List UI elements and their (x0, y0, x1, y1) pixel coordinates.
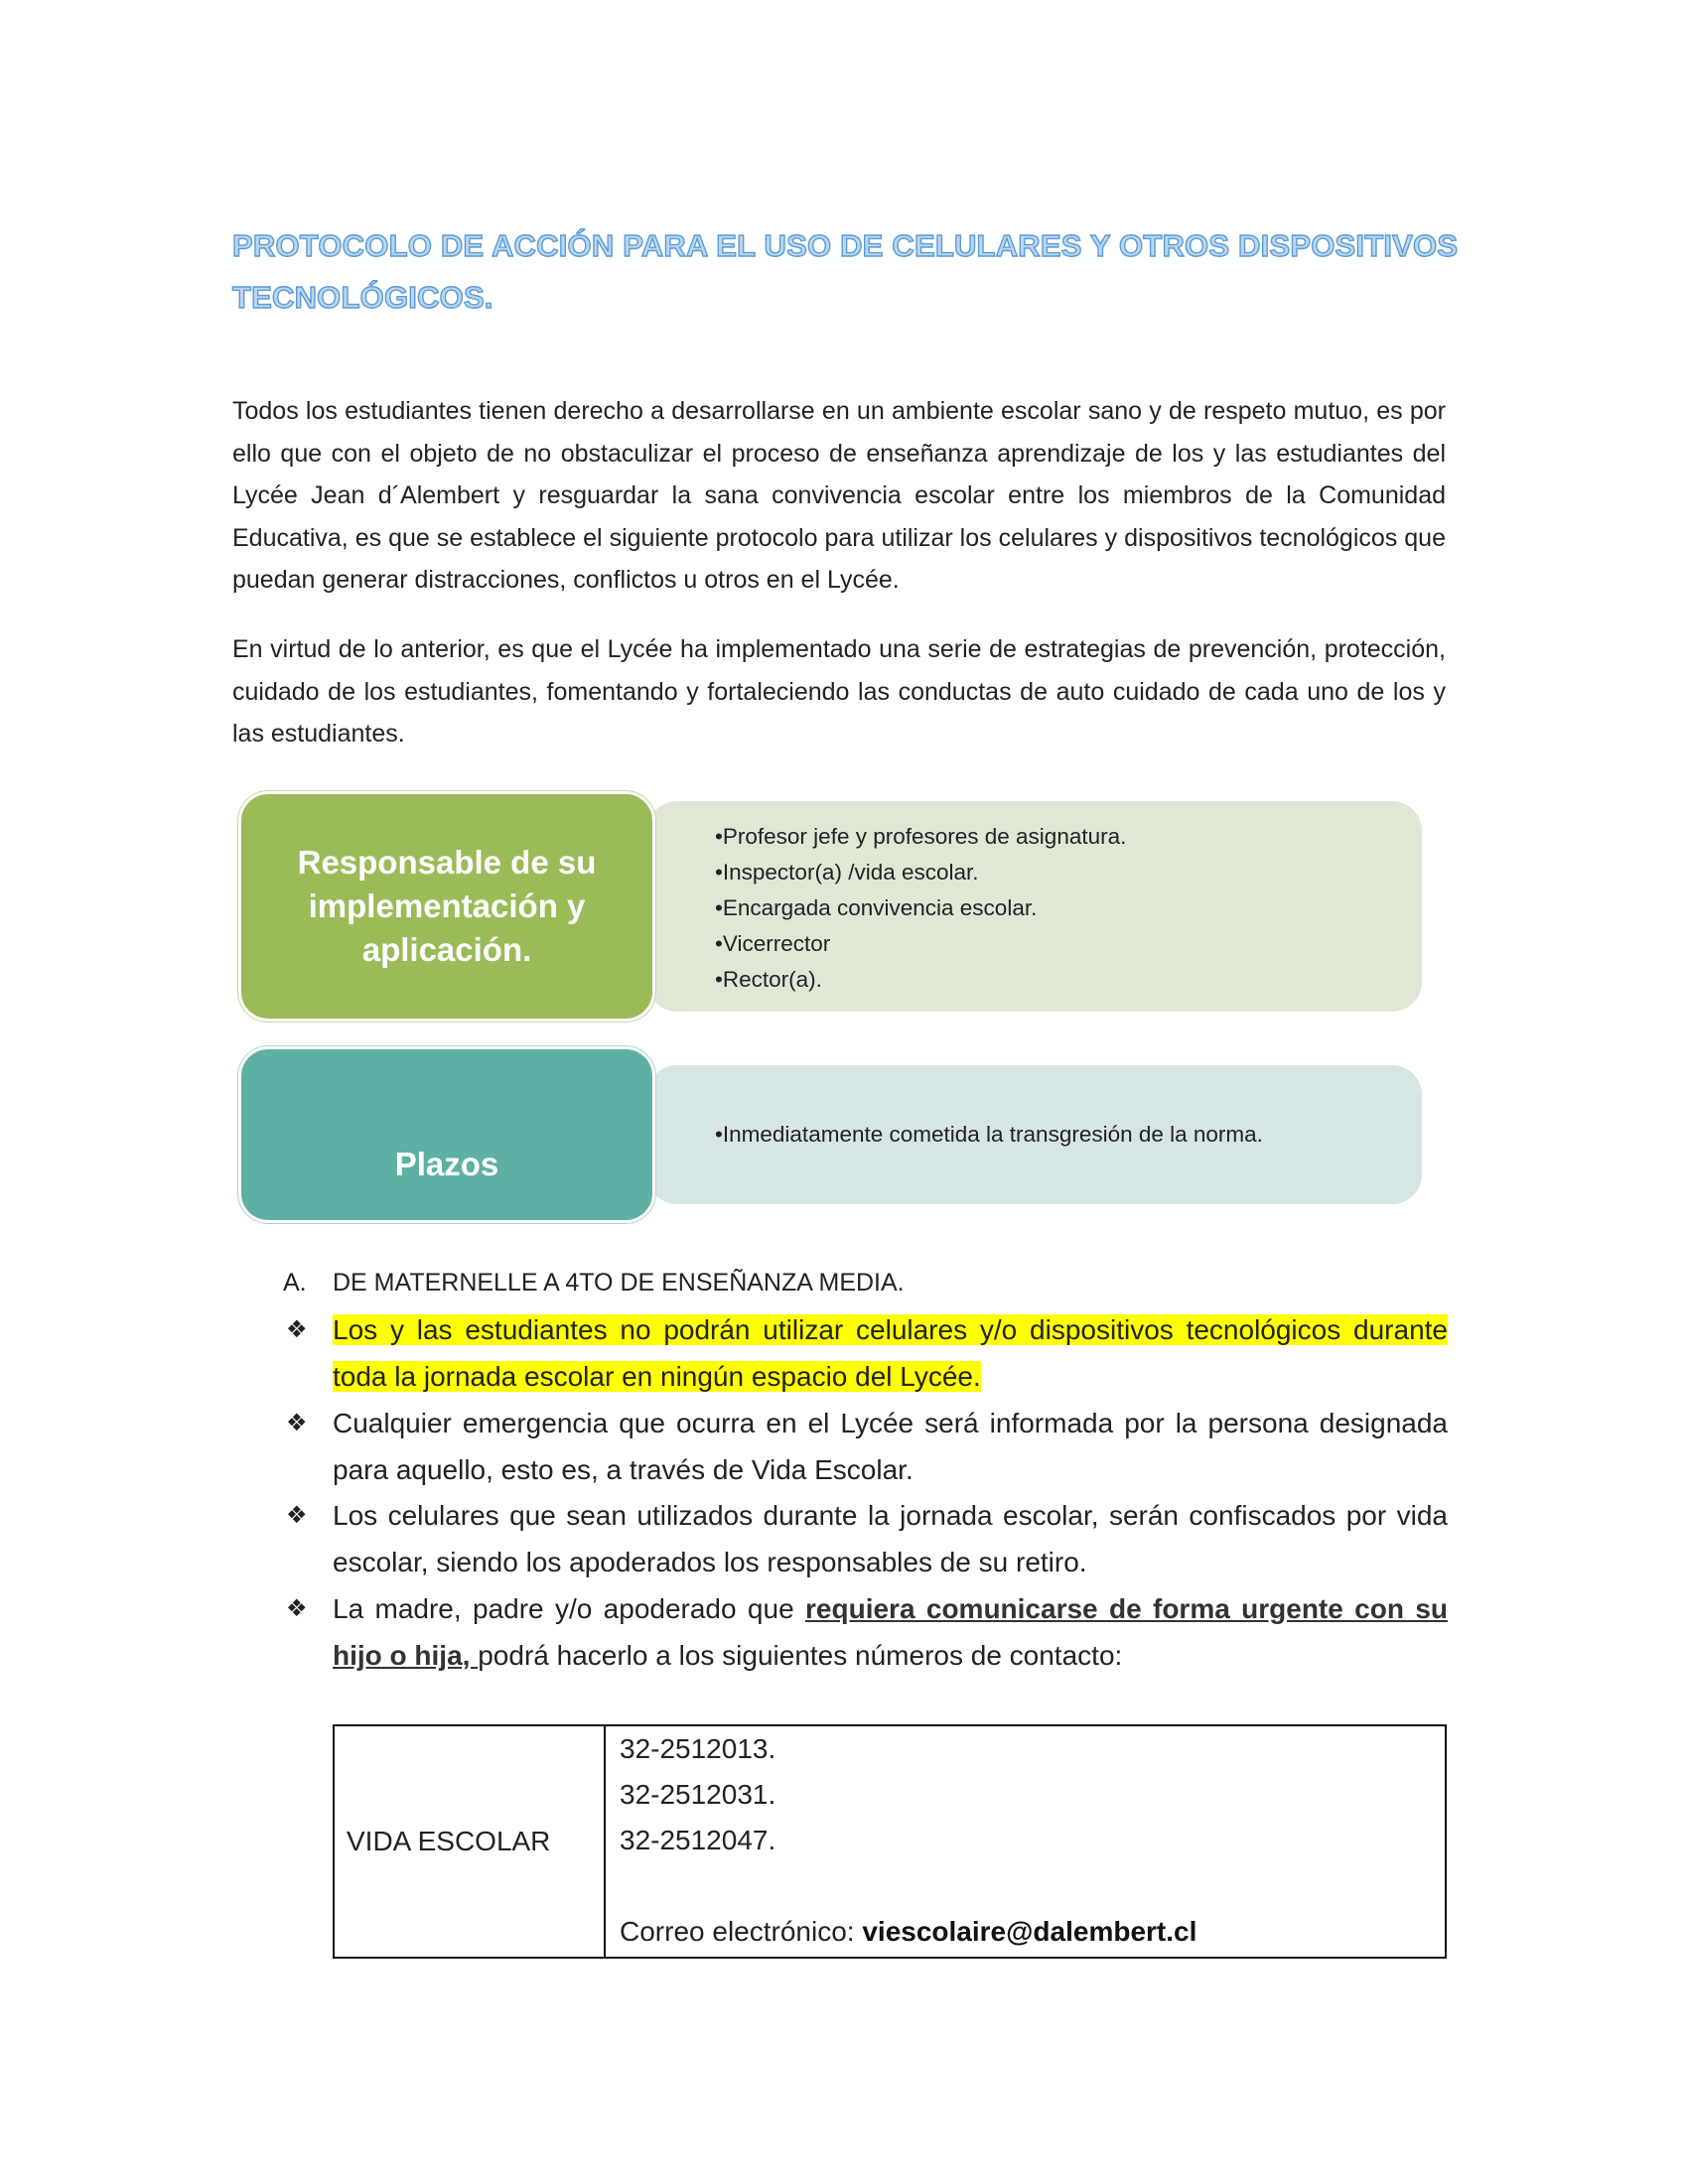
section-heading (283, 1263, 905, 1302)
bullet-text-end: podrá hacerlo a los siguientes números de contacto: (478, 1640, 1123, 1671)
phone-number: 32-2512013. (620, 1733, 776, 1764)
deadline-list (715, 1117, 1422, 1153)
list-item: • Profesor jefe y profesores de asignatura. (715, 819, 1422, 855)
responsible-list-box (647, 801, 1422, 1012)
contact-label: VIDA ESCOLAR (347, 1826, 551, 1856)
bullet-text-start: La madre, padre y/o apoderado que (333, 1593, 806, 1624)
deadline-list-box (647, 1065, 1422, 1204)
contact-details-cell (605, 1725, 1446, 1958)
section-title: DE MATERNELLE A 4TO DE ENSEÑANZA MEDIA. (333, 1269, 905, 1297)
bullet-text: Cualquier emergencia que ocurra en el Lycée será informada por la persona designada para aquello, esto es, a través de Vida Escolar. (333, 1408, 1448, 1485)
responsible-list (715, 819, 1422, 998)
bullet-item (286, 1492, 1448, 1585)
diamond-cluster-icon: ❖ (286, 1502, 308, 1529)
responsible-label-box (238, 791, 655, 1022)
responsible-label: Responsable de su implementación y aplicación. (297, 844, 597, 968)
contact-label-cell (334, 1725, 605, 1958)
diamond-cluster-icon: ❖ (286, 1410, 308, 1436)
table-row (334, 1725, 1446, 1958)
title-line-1: PROTOCOLO DE ACCIÓN PARA EL USO DE CELULARES Y OTROS DISPOSITIVOS (232, 228, 1459, 263)
contact-table (333, 1724, 1447, 1959)
underlined-text: requiera comunicarse de forma urgente con su hijo o hija, (333, 1593, 1448, 1671)
deadline-label: Plazos (394, 1146, 499, 1182)
email-label: Correo electrónico: (620, 1916, 863, 1947)
title-line-2: TECNOLÓGICOS. (232, 280, 493, 315)
section-letter: A. (283, 1269, 307, 1297)
phone-number: 32-2512031. (620, 1779, 776, 1810)
highlighted-rule: Los y las estudiantes no podrán utilizar celulares y/o dispositivos tecnológicos durante toda la jornada escolar en ningún espacio del Lycée. (333, 1314, 1448, 1392)
phone-number: 32-2512047. (620, 1825, 776, 1855)
bullet-text (333, 1585, 1448, 1679)
diamond-cluster-icon: ❖ (286, 1595, 308, 1622)
email-line (620, 1909, 1444, 1955)
bullet-item (286, 1585, 1448, 1679)
bullet-item (286, 1306, 1448, 1400)
list-item: • Inmediatamente cometida la transgresión de la norma. (715, 1117, 1422, 1153)
email-address: viescolaire@dalembert.cl (862, 1916, 1197, 1947)
list-item: • Rector(a). (715, 962, 1422, 998)
list-item: • Inspector(a) /vida escolar. (715, 855, 1422, 890)
document-title (232, 220, 1483, 324)
strategy-paragraph: En virtud de lo anterior, es que el Lycée ha implementado una serie de estrategias de prevención, protección, cuidado de los estudiantes, fomentando y fortaleciendo las conductas de auto cuidado de cada uno de los y las estudiantes. (232, 635, 1446, 748)
bullet-text: Los celulares que sean utilizados durante la jornada escolar, serán confiscados por vida escolar, siendo los apoderados los responsables de su retiro. (333, 1500, 1448, 1577)
diamond-cluster-icon: ❖ (286, 1316, 308, 1343)
bullet-item (286, 1400, 1448, 1493)
list-item: • Encargada convivencia escolar. (715, 890, 1422, 926)
list-item: • Vicerrector (715, 926, 1422, 962)
deadline-label-box (238, 1046, 655, 1223)
intro-paragraph: Todos los estudiantes tienen derecho a desarrollarse en un ambiente escolar sano y de respeto mutuo, es por ello que con el objeto de no obstaculizar el proceso de enseñanza aprendizaje de los y las estudiantes del Lycée Jean d´Alembert y resguardar la sana convivencia escolar entre los miembros de la Comunidad Educativa, es que se establece el siguiente protocolo para utilizar los celulares y dispositivos tecnológicos que puedan generar distracciones, conflictos u otros en el Lycée. (232, 397, 1446, 594)
